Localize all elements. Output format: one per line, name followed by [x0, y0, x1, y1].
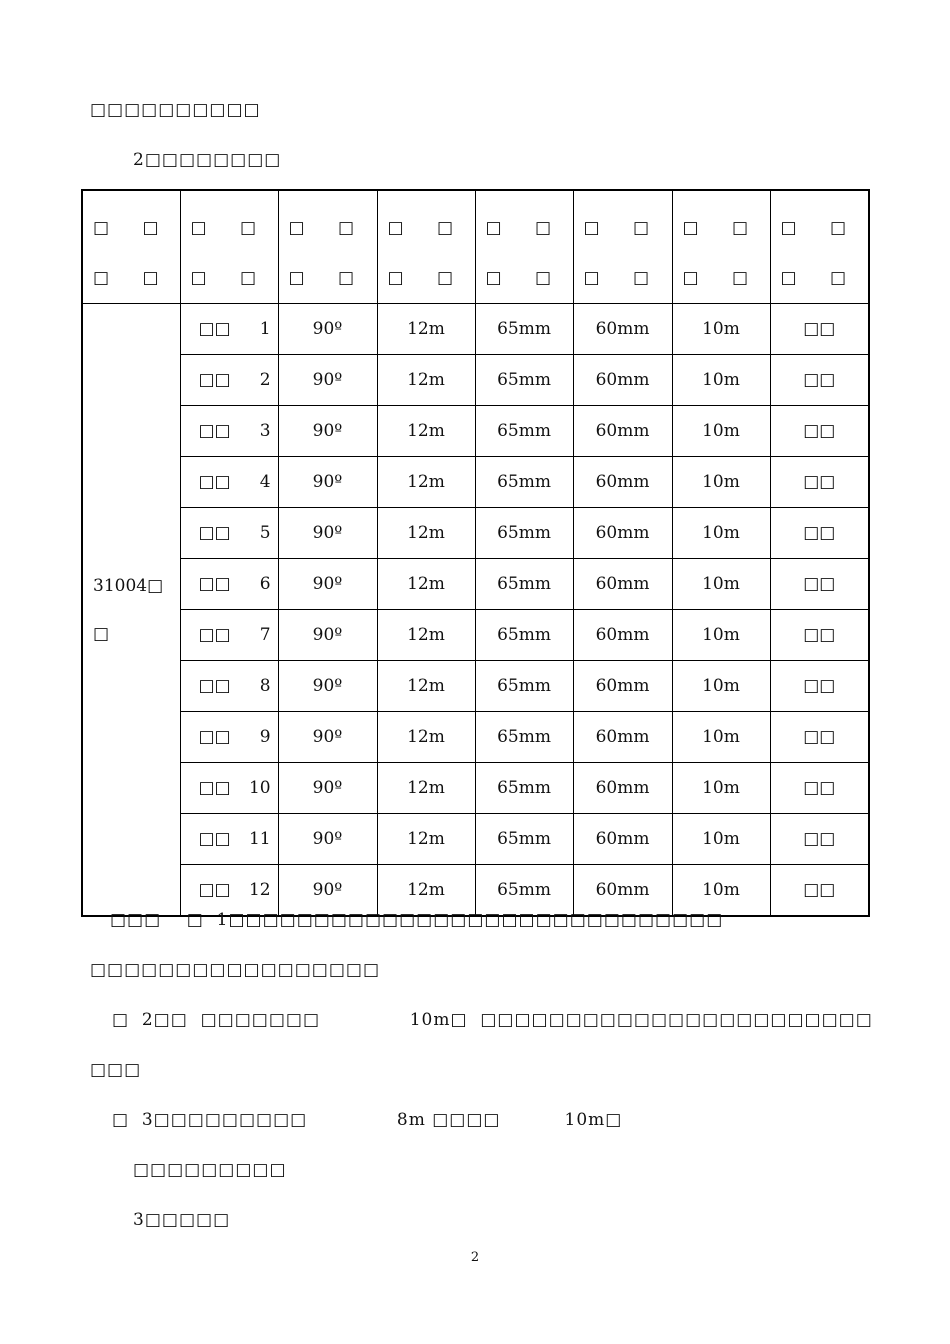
note-cell: □□ [770, 814, 869, 865]
length-cell: 10m [672, 406, 770, 457]
hole-number: 4 [259, 472, 271, 492]
hole-cell [180, 508, 278, 559]
header-cell: □ □ □ □ [82, 190, 180, 304]
hole-prefix: □□ [198, 421, 231, 441]
hole-cell [180, 559, 278, 610]
borehole-parameter-table [81, 189, 870, 917]
table-header-row [82, 190, 869, 304]
note-2-line-1: □ 2□□ □□□□□□□ 10m□ □□□□□□□□□□□□□□□□□□□□□□□ [112, 1010, 873, 1030]
angle-cell: 90º [278, 712, 377, 763]
depth-cell: 12m [377, 406, 475, 457]
hole-number: 9 [259, 727, 271, 747]
angle-cell: 90º [278, 865, 377, 917]
depth-cell: 12m [377, 814, 475, 865]
angle-cell: 90º [278, 457, 377, 508]
note-1-line-1: □□□ □ 1□□□□□□□□□□□□□□□□□□□□□□□□□□□□□ [110, 910, 724, 930]
hole-cell [180, 661, 278, 712]
hole-dia-cell: 65mm [475, 457, 573, 508]
hole-cell [180, 304, 278, 355]
length-cell: 10m [672, 355, 770, 406]
hole-prefix: □□ [198, 574, 231, 594]
hole-cell [180, 814, 278, 865]
length-cell: 10m [672, 559, 770, 610]
bit-dia-cell: 60mm [573, 406, 672, 457]
angle-cell: 90º [278, 814, 377, 865]
bit-dia-cell: 60mm [573, 661, 672, 712]
hole-prefix: □□ [198, 523, 231, 543]
angle-cell: 90º [278, 661, 377, 712]
note-cell: □□ [770, 304, 869, 355]
depth-cell: 12m [377, 304, 475, 355]
hole-prefix: □□ [198, 880, 231, 900]
table-row [82, 865, 869, 917]
hole-cell [180, 355, 278, 406]
hole-cell [180, 610, 278, 661]
table-row [82, 355, 869, 406]
note-cell: □□ [770, 355, 869, 406]
length-cell: 10m [672, 610, 770, 661]
depth-cell: 12m [377, 865, 475, 917]
note-cell: □□ [770, 610, 869, 661]
length-cell: 10m [672, 814, 770, 865]
hole-prefix: □□ [198, 319, 231, 339]
depth-cell: 12m [377, 457, 475, 508]
angle-cell: 90º [278, 763, 377, 814]
hole-dia-cell: 65mm [475, 508, 573, 559]
length-cell: 10m [672, 304, 770, 355]
intro-line: □□□□□□□□□□ [90, 100, 261, 120]
bit-dia-cell: 60mm [573, 457, 672, 508]
note-cell: □□ [770, 457, 869, 508]
depth-cell: 12m [377, 763, 475, 814]
hole-dia-cell: 65mm [475, 610, 573, 661]
table-row [82, 661, 869, 712]
hole-cell [180, 406, 278, 457]
depth-cell: 12m [377, 355, 475, 406]
note-3-line-1: □ 3□□□□□□□□□ 8m □□□□ 10m□ [112, 1110, 623, 1130]
table-row [82, 763, 869, 814]
bit-dia-cell: 60mm [573, 355, 672, 406]
note-cell: □□ [770, 406, 869, 457]
hole-number: 8 [259, 676, 271, 696]
section-2-title: 2□□□□□□□□ [133, 150, 282, 170]
depth-cell: 12m [377, 610, 475, 661]
hole-number: 3 [259, 421, 271, 441]
hole-number: 11 [248, 829, 271, 849]
bit-dia-cell: 60mm [573, 610, 672, 661]
hole-dia-cell: 65mm [475, 763, 573, 814]
angle-cell: 90º [278, 304, 377, 355]
hole-cell [180, 763, 278, 814]
table-row [82, 304, 869, 355]
hole-prefix: □□ [198, 829, 231, 849]
angle-cell: 90º [278, 559, 377, 610]
note-2-line-2: □□□ [90, 1060, 142, 1080]
angle-cell: 90º [278, 610, 377, 661]
angle-cell: 90º [278, 355, 377, 406]
note-1-line-2: □□□□□□□□□□□□□□□□□ [90, 960, 381, 980]
table-row [82, 610, 869, 661]
note-cell: □□ [770, 712, 869, 763]
table-row [82, 457, 869, 508]
bit-dia-cell: 60mm [573, 712, 672, 763]
table-row [82, 406, 869, 457]
header-cell: □ □ □ □ [770, 190, 869, 304]
depth-cell: 12m [377, 508, 475, 559]
hole-number: 10 [248, 778, 271, 798]
bit-dia-cell: 60mm [573, 304, 672, 355]
header-cell: □ □ □ □ [278, 190, 377, 304]
hole-dia-cell: 65mm [475, 355, 573, 406]
hole-dia-cell: 65mm [475, 712, 573, 763]
angle-cell: 90º [278, 406, 377, 457]
hole-cell [180, 712, 278, 763]
hole-dia-cell: 65mm [475, 661, 573, 712]
header-cell: □ □ □ □ [180, 190, 278, 304]
length-cell: 10m [672, 661, 770, 712]
length-cell: 10m [672, 508, 770, 559]
section-3-title: 3□□□□□ [133, 1210, 231, 1230]
hole-prefix: □□ [198, 472, 231, 492]
depth-cell: 12m [377, 661, 475, 712]
note-cell: □□ [770, 661, 869, 712]
length-cell: 10m [672, 457, 770, 508]
table-row [82, 712, 869, 763]
table-row [82, 508, 869, 559]
hole-number: 7 [259, 625, 271, 645]
bit-dia-cell: 60mm [573, 508, 672, 559]
note-cell: □□ [770, 865, 869, 917]
depth-cell: 12m [377, 712, 475, 763]
header-cell: □ □ □ □ [573, 190, 672, 304]
depth-cell: 12m [377, 559, 475, 610]
hole-number: 1 [259, 319, 271, 339]
note-cell: □□ [770, 508, 869, 559]
hole-prefix: □□ [198, 370, 231, 390]
hole-cell [180, 457, 278, 508]
header-cell: □ □ □ □ [672, 190, 770, 304]
hole-prefix: □□ [198, 676, 231, 696]
hole-number: 2 [259, 370, 271, 390]
table-row [82, 814, 869, 865]
hole-prefix: □□ [198, 778, 231, 798]
bit-dia-cell: 60mm [573, 814, 672, 865]
hole-dia-cell: 65mm [475, 865, 573, 917]
page-number: 2 [470, 1250, 480, 1265]
bit-dia-cell: 60mm [573, 865, 672, 917]
bit-dia-cell: 60mm [573, 763, 672, 814]
length-cell: 10m [672, 712, 770, 763]
bit-dia-cell: 60mm [573, 559, 672, 610]
hole-prefix: □□ [198, 727, 231, 747]
hole-dia-cell: 65mm [475, 814, 573, 865]
header-cell: □ □ □ □ [377, 190, 475, 304]
hole-dia-cell: 65mm [475, 406, 573, 457]
length-cell: 10m [672, 763, 770, 814]
hole-dia-cell: 65mm [475, 559, 573, 610]
note-cell: □□ [770, 559, 869, 610]
note-3-line-2: □□□□□□□□□ [133, 1160, 287, 1180]
hole-dia-cell: 65mm [475, 304, 573, 355]
angle-cell: 90º [278, 508, 377, 559]
length-cell: 10m [672, 865, 770, 917]
hole-number: 12 [248, 880, 271, 900]
hole-number: 5 [259, 523, 271, 543]
hole-prefix: □□ [198, 625, 231, 645]
hole-number: 6 [259, 574, 271, 594]
hole-cell [180, 865, 278, 917]
note-cell: □□ [770, 763, 869, 814]
header-cell: □ □ □ □ [475, 190, 573, 304]
table-row [82, 559, 869, 610]
working-face-cell: 31004□ □ [82, 304, 180, 917]
